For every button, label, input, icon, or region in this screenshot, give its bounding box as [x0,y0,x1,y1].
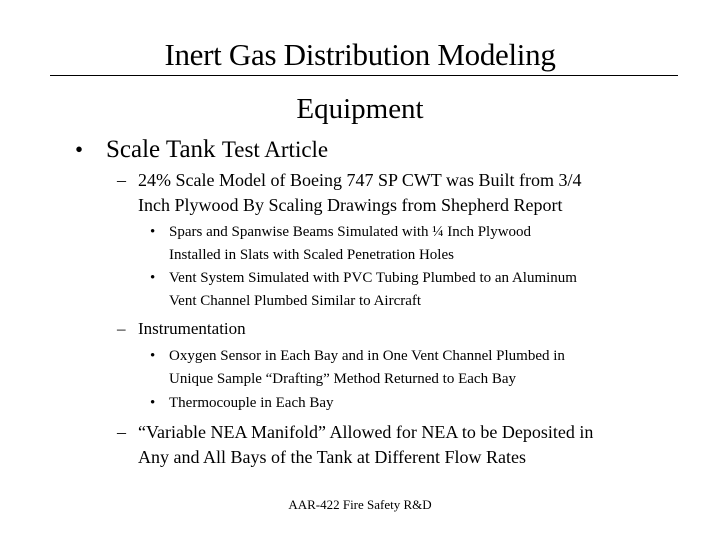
bullet-oxygen-sensor-line-1: Oxygen Sensor in Each Bay and in One Vent Channel Plumbed in [169,348,565,364]
bullet-test-article-text: Test Article [221,137,329,162]
bullet-scale-model-line-2: Inch Plywood By Scaling Drawings from Shepherd Report [138,195,563,215]
dash-marker-nea-manifold: – [117,422,126,442]
bullet-oxygen-sensor [169,345,565,391]
dash-marker-instrumentation: – [117,319,126,338]
bullet-marker-vent-system: • [150,270,156,286]
bullet-marker-oxygen-sensor: • [150,348,156,364]
bullet-scale-model-line-1: 24% Scale Model of Boeing 747 SP CWT was Built from 3/4 [138,170,582,190]
bullet-nea-manifold-line-1: “Variable NEA Manifold” Allowed for NEA to be Deposited in [138,422,594,442]
bullet-marker-thermocouple: • [150,395,156,411]
bullet-marker-scale-tank: • [75,137,84,162]
bullet-spars-line-1: Spars and Spanwise Beams Simulated with ¼ Inch Plywood [169,224,532,240]
bullet-vent-system [169,267,577,313]
bullet-thermocouple [169,392,334,415]
slide-subtitle: Equipment [296,93,424,125]
bullet-nea-manifold [138,420,593,470]
bullet-scale-tank-text: Scale Tank [106,136,222,163]
bullet-scale-model [138,168,581,218]
bullet-oxygen-sensor-line-2: Unique Sample “Drafting” Method Returned to Each Bay [169,371,516,387]
slide-footer: AAR-422 Fire Safety R&D [288,497,432,512]
title-divider [50,75,678,76]
bullet-instrumentation [138,317,246,341]
bullet-nea-manifold-line-2: Any and All Bays of the Tank at Different Flow Rates [138,447,527,467]
bullet-thermocouple-line-1: Thermocouple in Each Bay [169,395,334,411]
bullet-vent-system-line-1: Vent System Simulated with PVC Tubing Plumbed to an Aluminum [169,270,577,286]
bullet-instrumentation-line-1: Instrumentation [138,319,246,338]
slide-title: Inert Gas Distribution Modeling [164,37,556,72]
dash-marker-scale-model: – [117,170,126,190]
bullet-scale-tank-test-article [106,136,328,164]
bullet-marker-spars: • [150,224,156,240]
bullet-spars [169,221,531,267]
bullet-spars-line-2: Installed in Slats with Scaled Penetration Holes [169,247,454,263]
bullet-vent-system-line-2: Vent Channel Plumbed Similar to Aircraft [169,293,422,309]
